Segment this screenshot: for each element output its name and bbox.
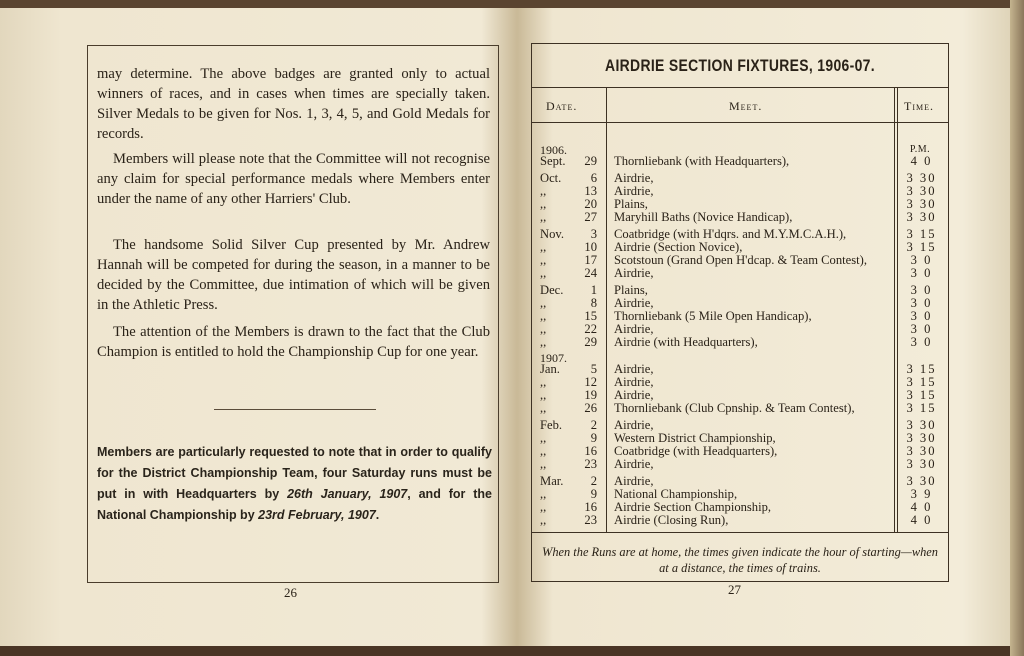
fixture-time: 3 15 [906, 401, 937, 415]
fixture-month: Jan. [540, 362, 560, 376]
fixture-time: 3 30 [906, 418, 937, 432]
fixture-time: 3 30 [906, 431, 937, 445]
fixture-day: 20 [584, 197, 597, 211]
fixture-day: 10 [584, 240, 597, 254]
time-unit: P.M. [909, 144, 931, 155]
fixture-meet: Western District Championship, [614, 431, 776, 445]
fixture-day: 16 [584, 500, 597, 514]
fixture-meet: Airdrie, [614, 171, 654, 185]
fixture-day: 17 [584, 253, 597, 267]
fixture-day: 15 [584, 309, 597, 323]
fixture-month: Mar. [540, 474, 564, 488]
fixture-time: 3 30 [906, 457, 937, 471]
fixture-day: 1 [590, 283, 597, 297]
paragraph-club-champion: The attention of the Members is drawn to the fact that the Club Champion is entitled to hold the Championship Cup for one year. [97, 324, 490, 360]
fixture-time: 3 30 [906, 184, 937, 198]
fixture-meet: Airdrie (with Headquarters), [614, 335, 758, 349]
table-top-rule [531, 87, 949, 88]
fixture-meet: Airdrie (Closing Run), [614, 513, 729, 527]
fixture-month: ,, [540, 184, 547, 198]
page-number-right: 27 [728, 582, 741, 597]
fixture-day: 19 [584, 388, 597, 402]
fixture-month: ,, [540, 500, 547, 514]
fixture-meet: National Championship, [614, 487, 738, 501]
fixture-row [531, 402, 949, 415]
fixture-day: 22 [584, 322, 597, 336]
fixture-time: 3 15 [906, 240, 937, 254]
table-bottom-rule [531, 532, 949, 533]
fixture-row [531, 267, 949, 280]
fixture-month: Nov. [540, 227, 565, 241]
fixture-time: 3 0 [910, 309, 933, 323]
fixture-time: 4 0 [910, 154, 933, 168]
fixture-meet: Thornliebank (5 Mile Open Handicap), [614, 309, 812, 323]
header-meet: Meet. [729, 99, 763, 113]
fixture-day: 23 [584, 457, 597, 471]
fixture-row [531, 155, 949, 168]
notice-date-national: 23rd February, 1907 [258, 508, 376, 522]
fixtures-title: AIRDRIE SECTION FIXTURES, 1906-07. [605, 56, 875, 75]
fixture-month: ,, [540, 309, 547, 323]
fixture-day: 27 [584, 210, 597, 224]
book-edge-right [1010, 0, 1024, 656]
fixture-time: 3 0 [910, 266, 933, 280]
fixture-day: 2 [590, 474, 597, 488]
fixture-month: ,, [540, 197, 547, 211]
fixture-month: ,, [540, 253, 547, 267]
fixture-day: 13 [584, 184, 597, 198]
fixture-row [531, 336, 949, 349]
fixture-day: 6 [590, 171, 597, 185]
fixture-meet: Airdrie, [614, 184, 654, 198]
fixture-day: 24 [584, 266, 597, 280]
fixture-day: 16 [584, 444, 597, 458]
fixture-month: Sept. [540, 154, 566, 168]
championship-notice: Members are particularly requested to note that in order to qualify for the District Championship Team, four Saturday runs must be put in with Headquarters by 26th January, 1907, and for the National Championship by 23rd February, 1907. [97, 445, 492, 522]
fixture-time: 3 0 [910, 335, 933, 349]
book-edge-top [0, 0, 1024, 8]
fixture-meet: Coatbridge (with H'dqrs. and M.Y.M.C.A.H.), [614, 227, 847, 241]
fixture-time: 3 15 [906, 362, 937, 376]
fixture-row [531, 211, 949, 224]
fixture-time: 3 15 [906, 375, 937, 389]
fixture-time: 3 30 [906, 197, 937, 211]
fixture-meet: Airdrie, [614, 266, 654, 280]
fixture-day: 9 [590, 487, 597, 501]
fixture-month: ,, [540, 322, 547, 336]
fixture-meet: Scotstoun (Grand Open H'dcap. & Team Contest), [614, 253, 867, 267]
fixture-meet: Maryhill Baths (Novice Handicap), [614, 210, 793, 224]
fixture-time: 3 15 [906, 388, 937, 402]
fixture-month: ,, [540, 457, 547, 471]
fixture-time: 3 9 [910, 487, 933, 501]
fixture-time: 4 0 [910, 513, 933, 527]
fixture-meet: Airdrie (Section Novice), [614, 240, 743, 254]
divider-rule [214, 409, 376, 410]
notice-date-district: 26th January, 1907 [287, 487, 408, 501]
fixture-row [531, 458, 949, 471]
fixture-meet: Thornliebank (with Headquarters), [614, 154, 790, 168]
fixture-meet: Coatbridge (with Headquarters), [614, 444, 778, 458]
fixture-month: ,, [540, 444, 547, 458]
fixture-month: ,, [540, 375, 547, 389]
fixture-day: 26 [584, 401, 597, 415]
paragraph-medals-claim: Members will please note that the Committee will not recognise any claim for special performance medals where Members enter under the name of any other Harriers' Club. [97, 151, 490, 207]
fixture-day: 29 [584, 335, 597, 349]
fixture-month: ,, [540, 487, 547, 501]
fixture-day: 8 [590, 296, 597, 310]
fixture-month: Oct. [540, 171, 562, 185]
fixture-meet: Airdrie, [614, 418, 654, 432]
fixture-time: 3 15 [906, 227, 937, 241]
fixture-time: 4 0 [910, 500, 933, 514]
header-bottom-rule [531, 122, 949, 123]
fixture-month: Feb. [540, 418, 563, 432]
year-label-1906: 1906. [540, 143, 567, 157]
fixture-day: 5 [590, 362, 597, 376]
fixture-day: 23 [584, 513, 597, 527]
fixture-meet: Thornliebank (Club Cpnship. & Team Contest), [614, 401, 855, 415]
fixture-meet: Airdrie, [614, 362, 654, 376]
fixture-time: 3 30 [906, 171, 937, 185]
fixture-time: 3 30 [906, 474, 937, 488]
fixture-month: ,, [540, 388, 547, 402]
fixture-month: ,, [540, 401, 547, 415]
fixture-month: Dec. [540, 283, 564, 297]
header-date: Date. [546, 99, 578, 113]
fixture-meet: Plains, [614, 197, 648, 211]
fixture-time: 3 0 [910, 283, 933, 297]
fixture-day: 2 [590, 418, 597, 432]
fixture-month: ,, [540, 296, 547, 310]
fixture-meet: Airdrie, [614, 474, 654, 488]
fixture-month: ,, [540, 335, 547, 349]
fixture-meet: Airdrie, [614, 457, 654, 471]
fixtures-footnote: When the Runs are at home, the times given indicate the hour of starting—when at a distance, the times of trains. [542, 545, 938, 575]
fixture-meet: Airdrie, [614, 388, 654, 402]
fixture-meet: Airdrie, [614, 375, 654, 389]
fixture-month: ,, [540, 266, 547, 280]
fixture-time: 3 0 [910, 253, 933, 267]
fixture-time: 3 30 [906, 210, 937, 224]
header-time: Time. [904, 99, 934, 113]
year-label-1907: 1907. [540, 351, 567, 365]
fixture-time: 3 30 [906, 444, 937, 458]
paragraph-silver-cup: The handsome Solid Silver Cup presented by Mr. Andrew Hannah will be competed for during the season, in a manner to be decided by the Committee, due intimation of which will be given in the Athletic Press. [97, 237, 490, 313]
fixture-meet: Airdrie, [614, 322, 654, 336]
book-edge-bottom [0, 646, 1024, 656]
fixture-day: 3 [590, 227, 597, 241]
page-number-left: 26 [284, 585, 297, 600]
fixture-time: 3 0 [910, 322, 933, 336]
fixture-day: 9 [590, 431, 597, 445]
fixture-month: ,, [540, 431, 547, 445]
fixture-month: ,, [540, 513, 547, 527]
fixture-month: ,, [540, 240, 547, 254]
paragraph-badges: may determine. The above badges are granted only to actual winners of races, and in cases when times are specially taken. Silver Medals to be given for Nos. 1, 3, 4, 5, and Gold Medals for records. [97, 66, 490, 142]
fixture-meet: Airdrie Section Championship, [614, 500, 772, 514]
fixture-day: 29 [584, 154, 597, 168]
fixture-day: 12 [584, 375, 597, 389]
fixture-row [531, 514, 949, 527]
fixture-meet: Plains, [614, 283, 648, 297]
fixture-time: 3 0 [910, 296, 933, 310]
fixture-month: ,, [540, 210, 547, 224]
fixture-meet: Airdrie, [614, 296, 654, 310]
